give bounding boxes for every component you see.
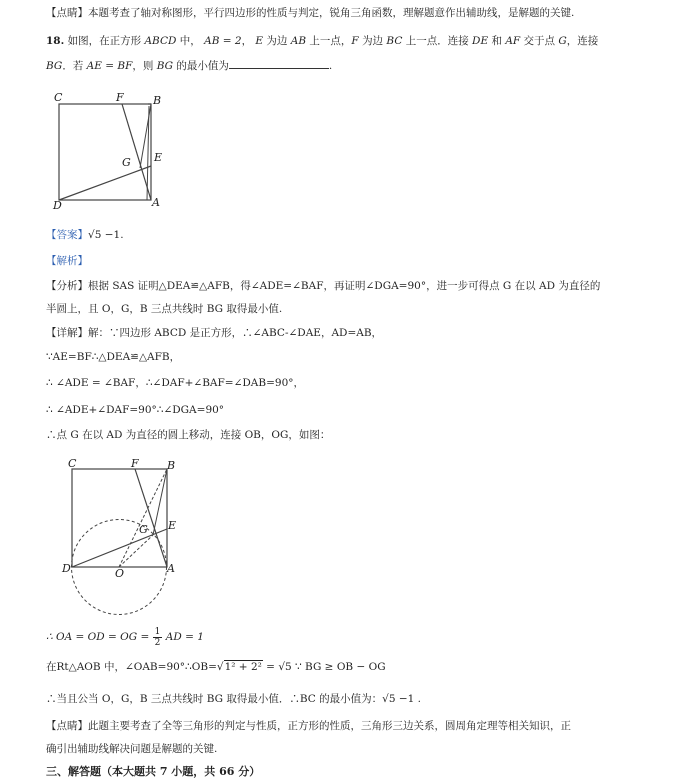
fig2-label-c: C: [68, 457, 77, 470]
fig2-line-bg: [153, 469, 167, 535]
q2-text-c: 的最小值为: [176, 60, 229, 72]
fig2-label-d: D: [62, 562, 71, 575]
figure-2-circle-diagram: [58, 455, 188, 615]
step-3: ∴ ∠ADE+∠DAF=90°∴∠DGA=90°: [46, 404, 225, 416]
fig2-label-b: B: [167, 459, 176, 472]
dianjing-line-2: 确引出辅助线解决问题是解题的关键.: [46, 743, 218, 755]
q-ab2: AB: [290, 35, 307, 47]
sqrt-sign: √: [216, 661, 224, 673]
fraction-denominator: 2: [154, 637, 161, 648]
q-text-b: 中，: [179, 35, 201, 47]
q-de: DE: [472, 35, 489, 47]
step-1: ∵AE=BF∴△DEA≌△AFB，: [46, 351, 181, 363]
q-bc: BC: [386, 35, 403, 47]
q2-text-a: ．若: [62, 60, 84, 72]
fig1-line-de: [59, 166, 151, 200]
fig2-label-f: F: [131, 457, 139, 470]
fig2-label-o: O: [115, 567, 125, 580]
q-text-h: 上一点．连接: [405, 35, 469, 47]
question-number: 18.: [46, 35, 65, 47]
q-text-f1: 上一点，: [309, 35, 352, 47]
step-4: ∴点 G 在以 AD 为直径的圆上移动，连接 OB，OG，如图：: [46, 429, 331, 441]
q-text-d: 为边: [266, 35, 288, 47]
q-text-j: 交于点: [523, 35, 556, 47]
fig1-label-c: C: [54, 91, 63, 104]
answer-end: .: [120, 229, 124, 241]
fenxi-line-1: 【分析】根据 SAS 证明△DEA≌△AFB，得∠ADE=∠BAF，再证明∠DGA=90°，进一步可得点 G 在以 AD 为直径的: [46, 280, 601, 292]
fig1-label-e: E: [154, 151, 163, 164]
fig2-line-ob: [119, 469, 167, 567]
fig1-label-f: F: [116, 91, 124, 104]
answer-label: 【答案】: [46, 229, 88, 241]
section-heading: 三、解答题（本大题共 7 小题，共 66 分）: [46, 765, 261, 778]
step-6: [46, 660, 386, 674]
q2-text-d: .: [328, 60, 333, 72]
step-5: [46, 626, 204, 648]
fig2-line-og: [119, 535, 153, 567]
fraction-numerator: 1: [154, 626, 161, 637]
step-7: ∴当且公当 O，G，B 三点共线时 BG 取得最小值．∴BC 的最小值为：√5 −1 .: [46, 693, 422, 705]
fig1-label-d: D: [53, 199, 62, 210]
fenxi-line-2: 半圆上，且 O，G，B 三点共线时 BG 取得最小值.: [46, 303, 283, 315]
question-18-line-2: [46, 58, 332, 73]
step-5-rhs: AD = 1: [165, 631, 204, 643]
fig1-label-a: A: [152, 196, 160, 209]
q2-bg2: BG: [156, 60, 174, 72]
fig1-square: [59, 104, 151, 200]
step-5-lhs: ∴ OA = OD = OG =: [46, 631, 150, 643]
step-6-b: = √5 ∵ BG ≥ OB − OG: [262, 661, 386, 673]
q-g: G: [558, 35, 567, 47]
fig2-line-af: [135, 469, 167, 567]
step-6-a: 在Rt△AOB 中，∠OAB=90°∴OB=: [46, 661, 217, 673]
q2-bg: BG: [46, 60, 63, 72]
q-e: E: [255, 35, 264, 47]
fig1-label-g: G: [122, 156, 131, 169]
q-af: AF: [505, 35, 521, 47]
q-f: F: [351, 35, 359, 47]
fig2-square: [72, 469, 167, 567]
q-text-i: 和: [491, 35, 502, 47]
q-text-g: 为边: [362, 35, 384, 47]
xiangjie-line: 【详解】解：∵四边形 ABCD 是正方形，∴∠ABC-∠DAE，AD=AB，: [46, 327, 383, 339]
q-text-k: ，连接: [566, 35, 599, 47]
answer-blank: [229, 58, 329, 69]
q-text-c: ，: [241, 35, 253, 47]
q-text-a: 如图，在正方形: [67, 35, 142, 47]
fig1-line-bg: [140, 104, 151, 168]
fig2-label-g: G: [139, 523, 148, 536]
fraction-one-half: [153, 627, 163, 648]
q-ab-eq: AB = 2: [204, 35, 242, 47]
answer-line: [46, 228, 124, 242]
fig1-line-af: [122, 104, 151, 200]
fig2-label-e: E: [168, 519, 177, 532]
prev-dianjing-content: 【点睛】本题考查了轴对称图形，平行四边形的性质与判定，锐角三角函数，理解题意作出辅助线，是解题的关键.: [46, 7, 575, 19]
question-18-line-1: [46, 34, 598, 48]
sqrt-radicand: 1² + 2²: [224, 661, 262, 673]
q2-condition: AE = BF: [86, 60, 133, 72]
answer-value: √5 −1: [88, 229, 121, 241]
prev-dianjing-text: [46, 6, 574, 20]
figure-1-square-diagram: [50, 88, 170, 210]
dianjing-line-1: 【点睛】此题主要考查了全等三角形的判定与性质，正方形的性质，三角形三边关系，圆周角定理等相关知识，正: [46, 720, 571, 732]
q-square-name: ABCD: [144, 35, 177, 47]
analysis-label: 【解析】: [46, 255, 88, 267]
fig1-label-b: B: [153, 94, 162, 107]
step-2: ∴ ∠ADE = ∠BAF，∴∠DAF+∠BAF=∠DAB=90°，: [46, 377, 305, 389]
fig2-label-a: A: [167, 562, 175, 575]
q2-text-b: ，则: [132, 60, 154, 72]
